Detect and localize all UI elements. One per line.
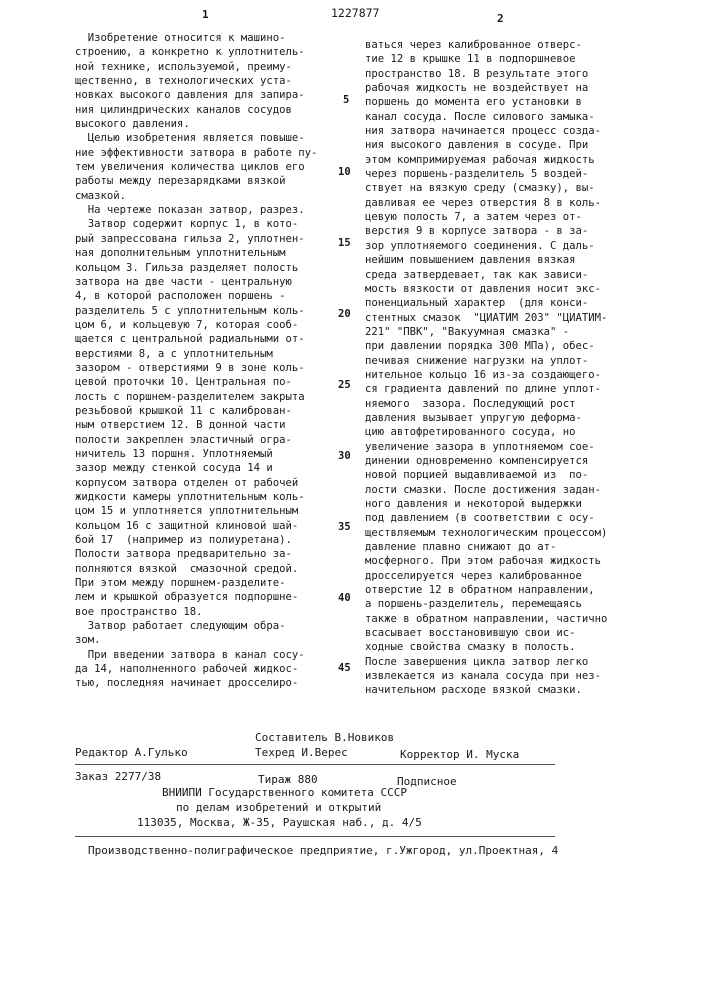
text-line: 4, в которой расположен поршень - [75, 289, 340, 303]
text-line: пространство 18. В результате этого [365, 67, 655, 81]
text-line: вое пространство 18. [75, 605, 340, 619]
text-line: ходные свойства смазку в полость. [365, 640, 655, 654]
text-line: этом компримируемая рабочая жидкость [365, 153, 655, 167]
text-line: 221" "ПВК", "Вакуумная смазка" - [365, 325, 655, 339]
line-number-marker: 35 [338, 521, 351, 533]
text-line: ся градиента давлений по длине уплот- [365, 382, 655, 396]
text-line: зазором - отверстиями 9 в зоне коль- [75, 361, 340, 375]
line-number-marker: 45 [338, 662, 351, 674]
text-line: смазкой. [75, 189, 340, 203]
text-line: цевую полость 7, а затем через от- [365, 210, 655, 224]
text-line: давливая ее через отверстия 8 в коль- [365, 196, 655, 210]
text-line: няемого зазора. Последующий рост [365, 397, 655, 411]
text-line: канал сосуда. После силового замыка- [365, 110, 655, 124]
text-line: ществляемым технологическим процессом) [365, 526, 655, 540]
text-line: корпусом затвора отделен от рабочей [75, 476, 340, 490]
left-column-number: 1 [202, 8, 209, 21]
text-line: зазор между стенкой сосуда 14 и [75, 461, 340, 475]
text-line: резьбовой крышкой 11 с калиброван- [75, 404, 340, 418]
right-text-column [365, 38, 655, 698]
text-line: тем увеличения количества циклов его [75, 160, 340, 174]
text-line: ния высокого давления в сосуде. При [365, 138, 655, 152]
text-line: верстия 9 в корпусе затвора - в за- [365, 224, 655, 238]
text-line: ния цилиндрических каналов сосудов [75, 103, 340, 117]
text-line: дросселируется через калиброванное [365, 569, 655, 583]
text-line: начительном расходе вязкой смазки. [365, 683, 655, 697]
text-line: бой 17 (например из полиуретана). [75, 533, 340, 547]
text-line: нительное кольцо 16 из-за создающего- [365, 368, 655, 382]
text-line: под давлением (в соответствии с осу- [365, 511, 655, 525]
text-line: лем и крышкой образуется подпоршне- [75, 590, 340, 604]
imprint-printer: Производственно-полиграфическое предприятие, г.Ужгород, ул.Проектная, 4 [88, 843, 558, 858]
text-line: кольцом 16 с защитной клиновой шай- [75, 519, 340, 533]
text-line: тью, последняя начинает дросселиро- [75, 676, 340, 690]
text-line: разделитель 5 с уплотнительным коль- [75, 304, 340, 318]
text-line: При этом между поршнем-разделите- [75, 576, 340, 590]
text-line: мосферного. При этом рабочая жидкость [365, 554, 655, 568]
text-line: отверстие 12 в обратном направлении, [365, 583, 655, 597]
text-line: также в обратном направлении, частично [365, 612, 655, 626]
text-line: а поршень-разделитель, перемещаясь [365, 597, 655, 611]
text-line: новой порцией выдавливаемой из по- [365, 468, 655, 482]
text-line: Целью изобретения является повыше- [75, 131, 340, 145]
patent-number: 1227877 [331, 6, 379, 20]
line-number-marker: 25 [338, 379, 351, 391]
text-line: ствует на вязкую среду (смазку), вы- [365, 181, 655, 195]
imprint-divider-top [75, 764, 555, 765]
text-line: зор уплотняемого соединения. С даль- [365, 239, 655, 253]
text-line: поршень до момента его установки в [365, 95, 655, 109]
imprint-corrector: Корректор И. Муска [400, 747, 519, 762]
text-line: Затвор работает следующим обра- [75, 619, 340, 633]
text-line: среда затвердевает, так как зависи- [365, 268, 655, 282]
text-line: лость с поршнем-разделителем закрыта [75, 390, 340, 404]
text-line: цию автофретированного сосуда, но [365, 425, 655, 439]
text-line: нейшим повышением давления вязкая [365, 253, 655, 267]
text-line: строению, а конкретно к уплотнитель- [75, 45, 340, 59]
text-line: стентных смазок "ЦИАТИМ 203" "ЦИАТИМ- [365, 311, 655, 325]
text-line: затвора на две части - центральную [75, 275, 340, 289]
text-line: всасывает восстановившую свои ис- [365, 626, 655, 640]
line-number-marker: 30 [338, 450, 351, 462]
text-line: извлекается из канала сосуда при нез- [365, 669, 655, 683]
text-line: ная дополнительным уплотнительным [75, 246, 340, 260]
imprint-circulation: Тираж 880 [258, 772, 318, 787]
text-line: мость вязкости от давления носит экс- [365, 282, 655, 296]
imprint-order: Заказ 2277/38 [75, 769, 161, 784]
text-line: Изобретение относится к машино- [75, 31, 340, 45]
text-line: щественно, в технологических уста- [75, 74, 340, 88]
text-line: ной технике, используемой, преиму- [75, 60, 340, 74]
text-line: новках высокого давления для запира- [75, 88, 340, 102]
imprint-org-line1: ВНИИПИ Государственного комитета СССР [162, 785, 407, 800]
imprint-techred: Техред И.Верес [255, 745, 348, 760]
left-text-column [75, 31, 340, 691]
imprint-address: 113035, Москва, Ж-35, Раушская наб., д. 4/5 [137, 815, 422, 830]
text-line: При введении затвора в канал сосу- [75, 648, 340, 662]
text-line: зом. [75, 633, 340, 647]
line-number-marker: 15 [338, 237, 351, 249]
text-line: при давлении порядка 300 МПа), обес- [365, 339, 655, 353]
text-line: полости закреплен эластичный огра- [75, 433, 340, 447]
text-line: высокого давления. [75, 117, 340, 131]
text-line: ния затвора начинается процесс созда- [365, 124, 655, 138]
text-line: печивая снижение нагрузки на уплот- [365, 354, 655, 368]
text-line: увеличение зазора в уплотняемом сое- [365, 440, 655, 454]
text-line: цом 6, и кольцевую 7, которая сооб- [75, 318, 340, 332]
text-line: давление плавно снижают до ат- [365, 540, 655, 554]
text-line: поненциальный характер (для конси- [365, 296, 655, 310]
text-line: жидкости камеры уплотнительным коль- [75, 490, 340, 504]
text-line: динении одновременно компенсируется [365, 454, 655, 468]
text-line: ным отверстием 12. В донной части [75, 418, 340, 432]
text-line: После завершения цикла затвор легко [365, 655, 655, 669]
text-line: На чертеже показан затвор, разрез. [75, 203, 340, 217]
text-line: давления вызывает упругую деформа- [365, 411, 655, 425]
text-line: ного давления и некоторой выдержки [365, 497, 655, 511]
text-line: верстиями 8, а с уплотнительным [75, 347, 340, 361]
text-line: кольцом 3. Гильза разделяет полость [75, 261, 340, 275]
imprint-compiler: Составитель В.Новиков [255, 730, 394, 745]
text-line: через поршень-разделитель 5 воздей- [365, 167, 655, 181]
text-line: рый запрессована гильза 2, уплотнен- [75, 232, 340, 246]
imprint-org-line2: по делам изобретений и открытий [176, 800, 381, 815]
imprint-divider-bottom [75, 836, 555, 837]
text-line: полняются вязкой смазочной средой. [75, 562, 340, 576]
line-number-marker: 5 [343, 94, 349, 106]
text-line: ничитель 13 поршня. Уплотняемый [75, 447, 340, 461]
text-line: ваться через калиброванное отверс- [365, 38, 655, 52]
imprint-subscription: Подписное [397, 774, 457, 789]
text-line: щается с центральной радиальными от- [75, 332, 340, 346]
text-line: рабочая жидкость не воздействует на [365, 81, 655, 95]
right-column-number: 2 [497, 12, 504, 25]
text-line: работы между перезарядками вязкой [75, 174, 340, 188]
text-line: лости смазки. После достижения задан- [365, 483, 655, 497]
imprint-editor: Редактор А.Гулько [75, 745, 188, 760]
text-line: цом 15 и уплотняется уплотнительным [75, 504, 340, 518]
text-line: цевой проточки 10. Центральная по- [75, 375, 340, 389]
text-line: Затвор содержит корпус 1, в кото- [75, 217, 340, 231]
line-number-marker: 40 [338, 592, 351, 604]
text-line: да 14, наполненного рабочей жидкос- [75, 662, 340, 676]
line-number-marker: 10 [338, 166, 351, 178]
line-number-marker: 20 [338, 308, 351, 320]
text-line: Полости затвора предварительно за- [75, 547, 340, 561]
text-line: ние эффективности затвора в работе пу- [75, 146, 340, 160]
text-line: тие 12 в крышке 11 в подпоршневое [365, 52, 655, 66]
